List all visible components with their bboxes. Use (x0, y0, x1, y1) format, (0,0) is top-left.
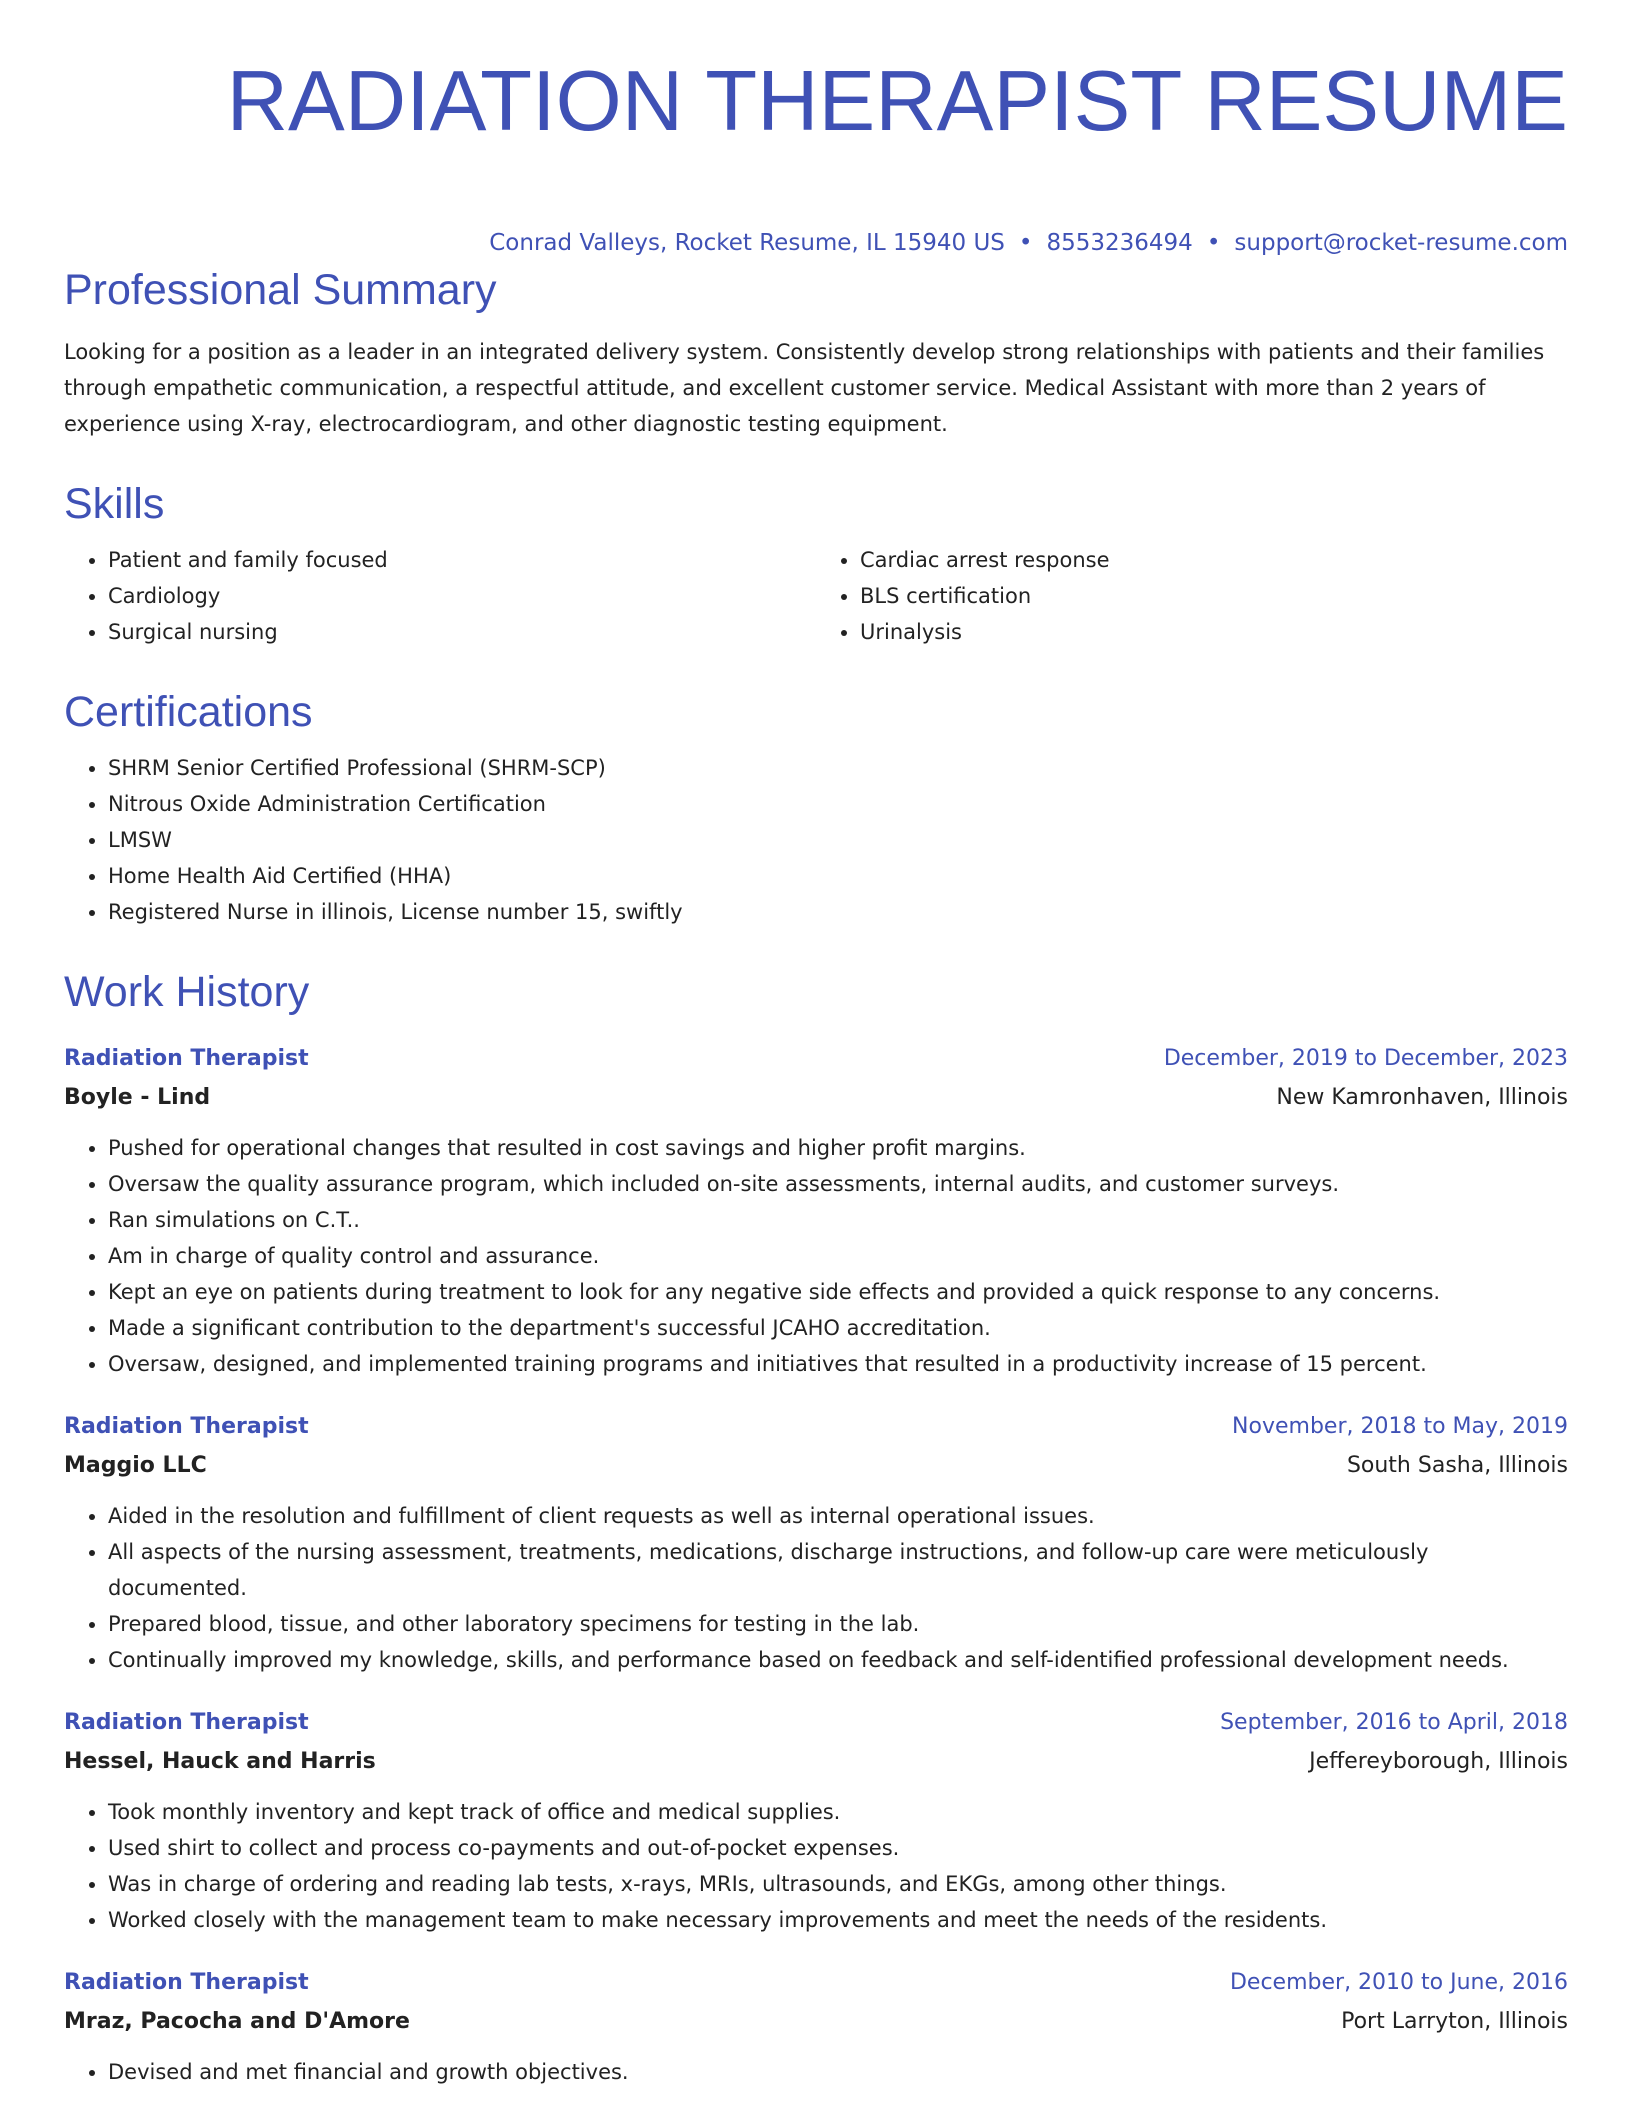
job-location: New Kamronhaven, Illinois (1276, 1085, 1568, 1110)
skill-item: • BLS certification (860, 578, 1568, 614)
job-location: Port Larryton, Illinois (1341, 2009, 1568, 2034)
job-bullet: • Oversaw, designed, and implemented training programs and initiatives that resulted in a productivity increase of 15 percent. (108, 1346, 1568, 1382)
summary-heading: Professional Summary (64, 266, 497, 314)
skills-list-left (64, 542, 816, 650)
job-bullets (64, 2054, 1568, 2090)
job-bullet: • Oversaw the quality assurance program, which included on-site assessments, internal audits, and customer surveys. (108, 1166, 1568, 1202)
skill-item: • Patient and family focused (108, 542, 816, 578)
job-bullets (64, 1130, 1568, 1382)
certifications-list (64, 750, 1568, 930)
work-history-section (64, 964, 1568, 2090)
job-company: Hessel, Hauck and Harris (64, 1749, 376, 1774)
certification-item: • LMSW (108, 822, 1568, 858)
certifications-section (64, 684, 1568, 930)
certification-item: • Registered Nurse in illinois, License number 15, swiftly (108, 894, 1568, 930)
job-title: Radiation Therapist (64, 1414, 309, 1439)
job-company-row (64, 1742, 1568, 1782)
job-company-row (64, 1446, 1568, 1486)
job-company: Maggio LLC (64, 1453, 207, 1478)
skill-item: • Urinalysis (860, 614, 1568, 650)
job-entry (64, 1964, 1568, 2090)
job-bullet: • Prepared blood, tissue, and other laboratory specimens for testing in the lab. (108, 1606, 1568, 1642)
job-company-row (64, 1078, 1568, 1118)
skills-section (64, 476, 1568, 650)
job-dates: December, 2019 to December, 2023 (1163, 1046, 1568, 1071)
job-location: South Sasha, Illinois (1346, 1453, 1568, 1478)
skill-item: • Cardiac arrest response (860, 542, 1568, 578)
job-bullet: • Worked closely with the management team to make necessary improvements and meet the needs of the residents. (108, 1902, 1568, 1938)
job-entry (64, 1040, 1568, 1382)
job-bullet: • Continually improved my knowledge, skills, and performance based on feedback and self-identified professional development needs. (108, 1642, 1568, 1678)
job-bullet: • Made a significant contribution to the department's successful JCAHO accreditation. (108, 1310, 1568, 1346)
resume-title: RADIATION THERAPIST RESUME (226, 54, 1568, 149)
job-bullet: • Kept an eye on patients during treatment to look for any negative side effects and provided a quick response to any concerns. (108, 1274, 1568, 1310)
job-company-row (64, 2002, 1568, 2042)
skills-heading: Skills (64, 480, 165, 528)
job-title-row (64, 1408, 1568, 1446)
job-title: Radiation Therapist (64, 1710, 309, 1735)
job-bullet: • Devised and met financial and growth objectives. (108, 2054, 1568, 2090)
job-bullet: • All aspects of the nursing assessment, treatments, medications, discharge instructions, and follow-up care were meticulously documented. (108, 1534, 1568, 1606)
resume-content (64, 262, 1568, 2090)
job-bullet: • Aided in the resolution and fulfillment of client requests as well as internal operational issues. (108, 1498, 1568, 1534)
job-dates: September, 2016 to April, 2018 (1220, 1710, 1568, 1735)
job-entry (64, 1408, 1568, 1678)
summary-section (64, 262, 1568, 442)
job-company: Boyle - Lind (64, 1085, 211, 1110)
skills-list-right (816, 542, 1568, 650)
job-location: Jeffereyborough, Illinois (1309, 1749, 1568, 1774)
summary-text: Looking for a position as a leader in an integrated delivery system. Consistently develop strong relationships with patients and their families through empathetic communication, a respectful attitude, and excellent customer service. Medical Assistant with more than 2 years of experience using X-ray, electrocardiogram, and other diagnostic testing equipment. (64, 340, 1545, 436)
job-title: Radiation Therapist (64, 1046, 309, 1071)
job-bullet: • Am in charge of quality control and assurance. (108, 1238, 1568, 1274)
job-title-row (64, 1964, 1568, 2002)
resume-header (227, 52, 1568, 256)
contact-address: Conrad Valleys, Rocket Resume, IL 15940 US (489, 230, 1005, 256)
job-company: Mraz, Pacocha and D'Amore (64, 2009, 410, 2034)
job-title-row (64, 1704, 1568, 1742)
job-dates: December, 2010 to June, 2016 (1229, 1970, 1568, 1995)
job-title-row (64, 1040, 1568, 1078)
contact-phone: 8553236494 (1046, 230, 1193, 256)
job-bullet: • Pushed for operational changes that resulted in cost savings and higher profit margins. (108, 1130, 1568, 1166)
skill-item: • Surgical nursing (108, 614, 816, 650)
job-dates: November, 2018 to May, 2019 (1232, 1414, 1568, 1439)
certification-item: • Home Health Aid Certified (HHA) (108, 858, 1568, 894)
job-entry (64, 1704, 1568, 1938)
certifications-heading: Certifications (64, 688, 313, 736)
job-bullet: • Ran simulations on C.T.. (108, 1202, 1568, 1238)
job-bullet: • Was in charge of ordering and reading lab tests, x-rays, MRIs, ultrasounds, and EKGs, among other things. (108, 1866, 1568, 1902)
certification-item: • Nitrous Oxide Administration Certification (108, 786, 1568, 822)
job-title: Radiation Therapist (64, 1970, 309, 1995)
contact-separator: • (1018, 230, 1033, 256)
work-history-heading: Work History (64, 968, 310, 1016)
skills-grid (64, 542, 1568, 650)
contact-line (227, 230, 1568, 256)
skill-item: • Cardiology (108, 578, 816, 614)
job-bullet: • Used shirt to collect and process co-payments and out-of-pocket expenses. (108, 1830, 1568, 1866)
contact-separator: • (1206, 230, 1221, 256)
job-bullet: • Took monthly inventory and kept track of office and medical supplies. (108, 1794, 1568, 1830)
job-bullets (64, 1498, 1568, 1678)
job-bullets (64, 1794, 1568, 1938)
certification-item: • SHRM Senior Certified Professional (SHRM-SCP) (108, 750, 1568, 786)
contact-email: support@rocket-resume.com (1234, 230, 1568, 256)
